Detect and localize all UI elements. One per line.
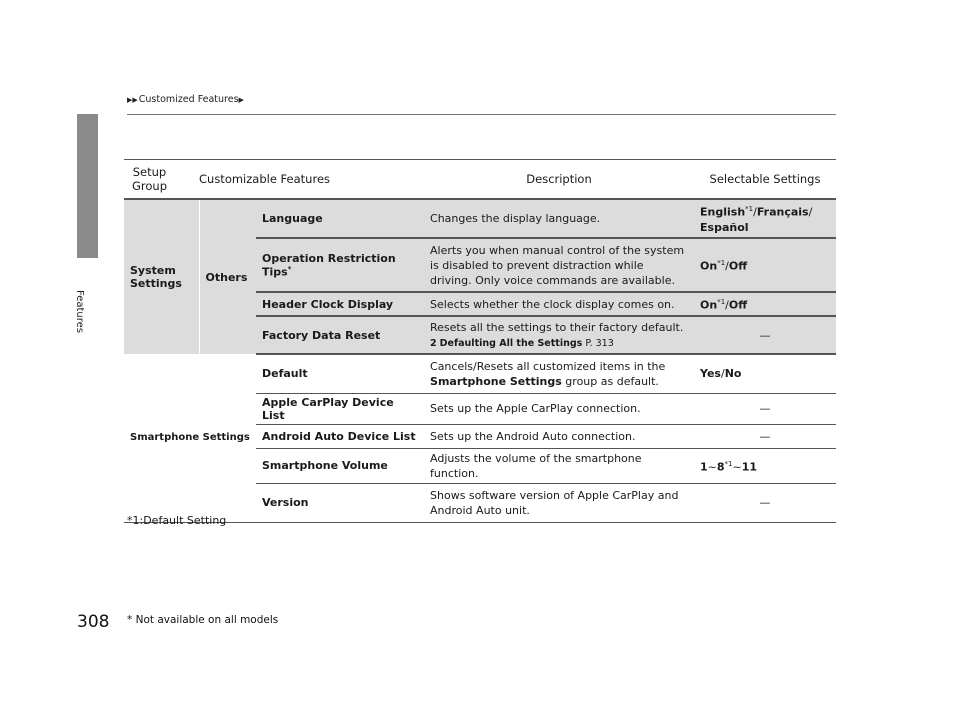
selectable-settings: 1~8$^{*1}$~11	[694, 448, 836, 483]
selectable-settings: On$^{*1}$/Off	[694, 238, 836, 292]
feature-description: Adjusts the volume of the smartphone function.	[424, 448, 694, 483]
feature-name: Operation Restriction Tips*	[256, 238, 424, 292]
feature-name: Android Auto Device List	[256, 424, 424, 448]
group-system-settings: System Settings	[124, 199, 199, 354]
feature-description: Shows software version of Apple CarPlay and Android Auto unit.	[424, 483, 694, 522]
section-tab-marker	[77, 114, 98, 258]
feature-name: Default	[256, 354, 424, 393]
default-setting-note: *1:Default Setting	[127, 514, 227, 527]
table-header-row	[124, 160, 836, 200]
header-setup-group: Setup Group	[124, 160, 199, 200]
feature-description: Alerts you when manual control of the system is disabled to prevent distraction while driving. Only voice commands are available.	[424, 238, 694, 292]
customizable-features-table	[124, 159, 836, 523]
section-label: Features	[74, 290, 85, 333]
feature-name: Factory Data Reset	[256, 316, 424, 354]
breadcrumb-arrow-icon: ▶▶	[127, 96, 138, 104]
selectable-settings: On$^{*1}$/Off	[694, 292, 836, 316]
feature-description: Cancels/Resets all customized items in the Smartphone Settings group as default.	[424, 354, 694, 393]
feature-description: Selects whether the clock display comes on.	[424, 292, 694, 316]
feature-name: Smartphone Volume	[256, 448, 424, 483]
cross-reference-link[interactable]: 2 Defaulting All the Settings P. 313	[430, 337, 614, 349]
table-row	[124, 199, 836, 238]
header-rule	[127, 114, 836, 115]
feature-name: Header Clock Display	[256, 292, 424, 316]
selectable-settings: Yes/No	[694, 354, 836, 393]
selectable-settings: —	[694, 393, 836, 424]
feature-name: Language	[256, 199, 424, 238]
breadcrumb-end-arrow-icon: ▶	[238, 96, 244, 104]
breadcrumb	[127, 94, 245, 105]
header-selectable-settings: Selectable Settings	[694, 160, 836, 200]
table-row	[124, 354, 836, 393]
availability-footnote: * Not available on all models	[127, 614, 279, 626]
breadcrumb-link[interactable]: Customized Features	[138, 94, 239, 105]
selectable-settings: —	[694, 483, 836, 522]
header-customizable-features: Customizable Features	[199, 160, 424, 200]
reference-arrow-icon: 2	[430, 337, 437, 349]
selectable-settings: —	[694, 424, 836, 448]
feature-description: Resets all the settings to their factory default. 2 Defaulting All the Settings P. 313	[424, 316, 694, 354]
feature-name: Apple CarPlay Device List	[256, 393, 424, 424]
feature-name: Version	[256, 483, 424, 522]
selectable-settings: —	[694, 316, 836, 354]
page-number: 308	[77, 612, 110, 632]
group-smartphone-settings: Smartphone Settings	[124, 354, 256, 522]
header-description: Description	[424, 160, 694, 200]
subgroup-others: Others	[199, 199, 256, 354]
feature-description: Sets up the Android Auto connection.	[424, 424, 694, 448]
selectable-settings: English$^{*1}$/Français/ Español	[694, 199, 836, 238]
feature-description: Sets up the Apple CarPlay connection.	[424, 393, 694, 424]
feature-description: Changes the display language.	[424, 199, 694, 238]
